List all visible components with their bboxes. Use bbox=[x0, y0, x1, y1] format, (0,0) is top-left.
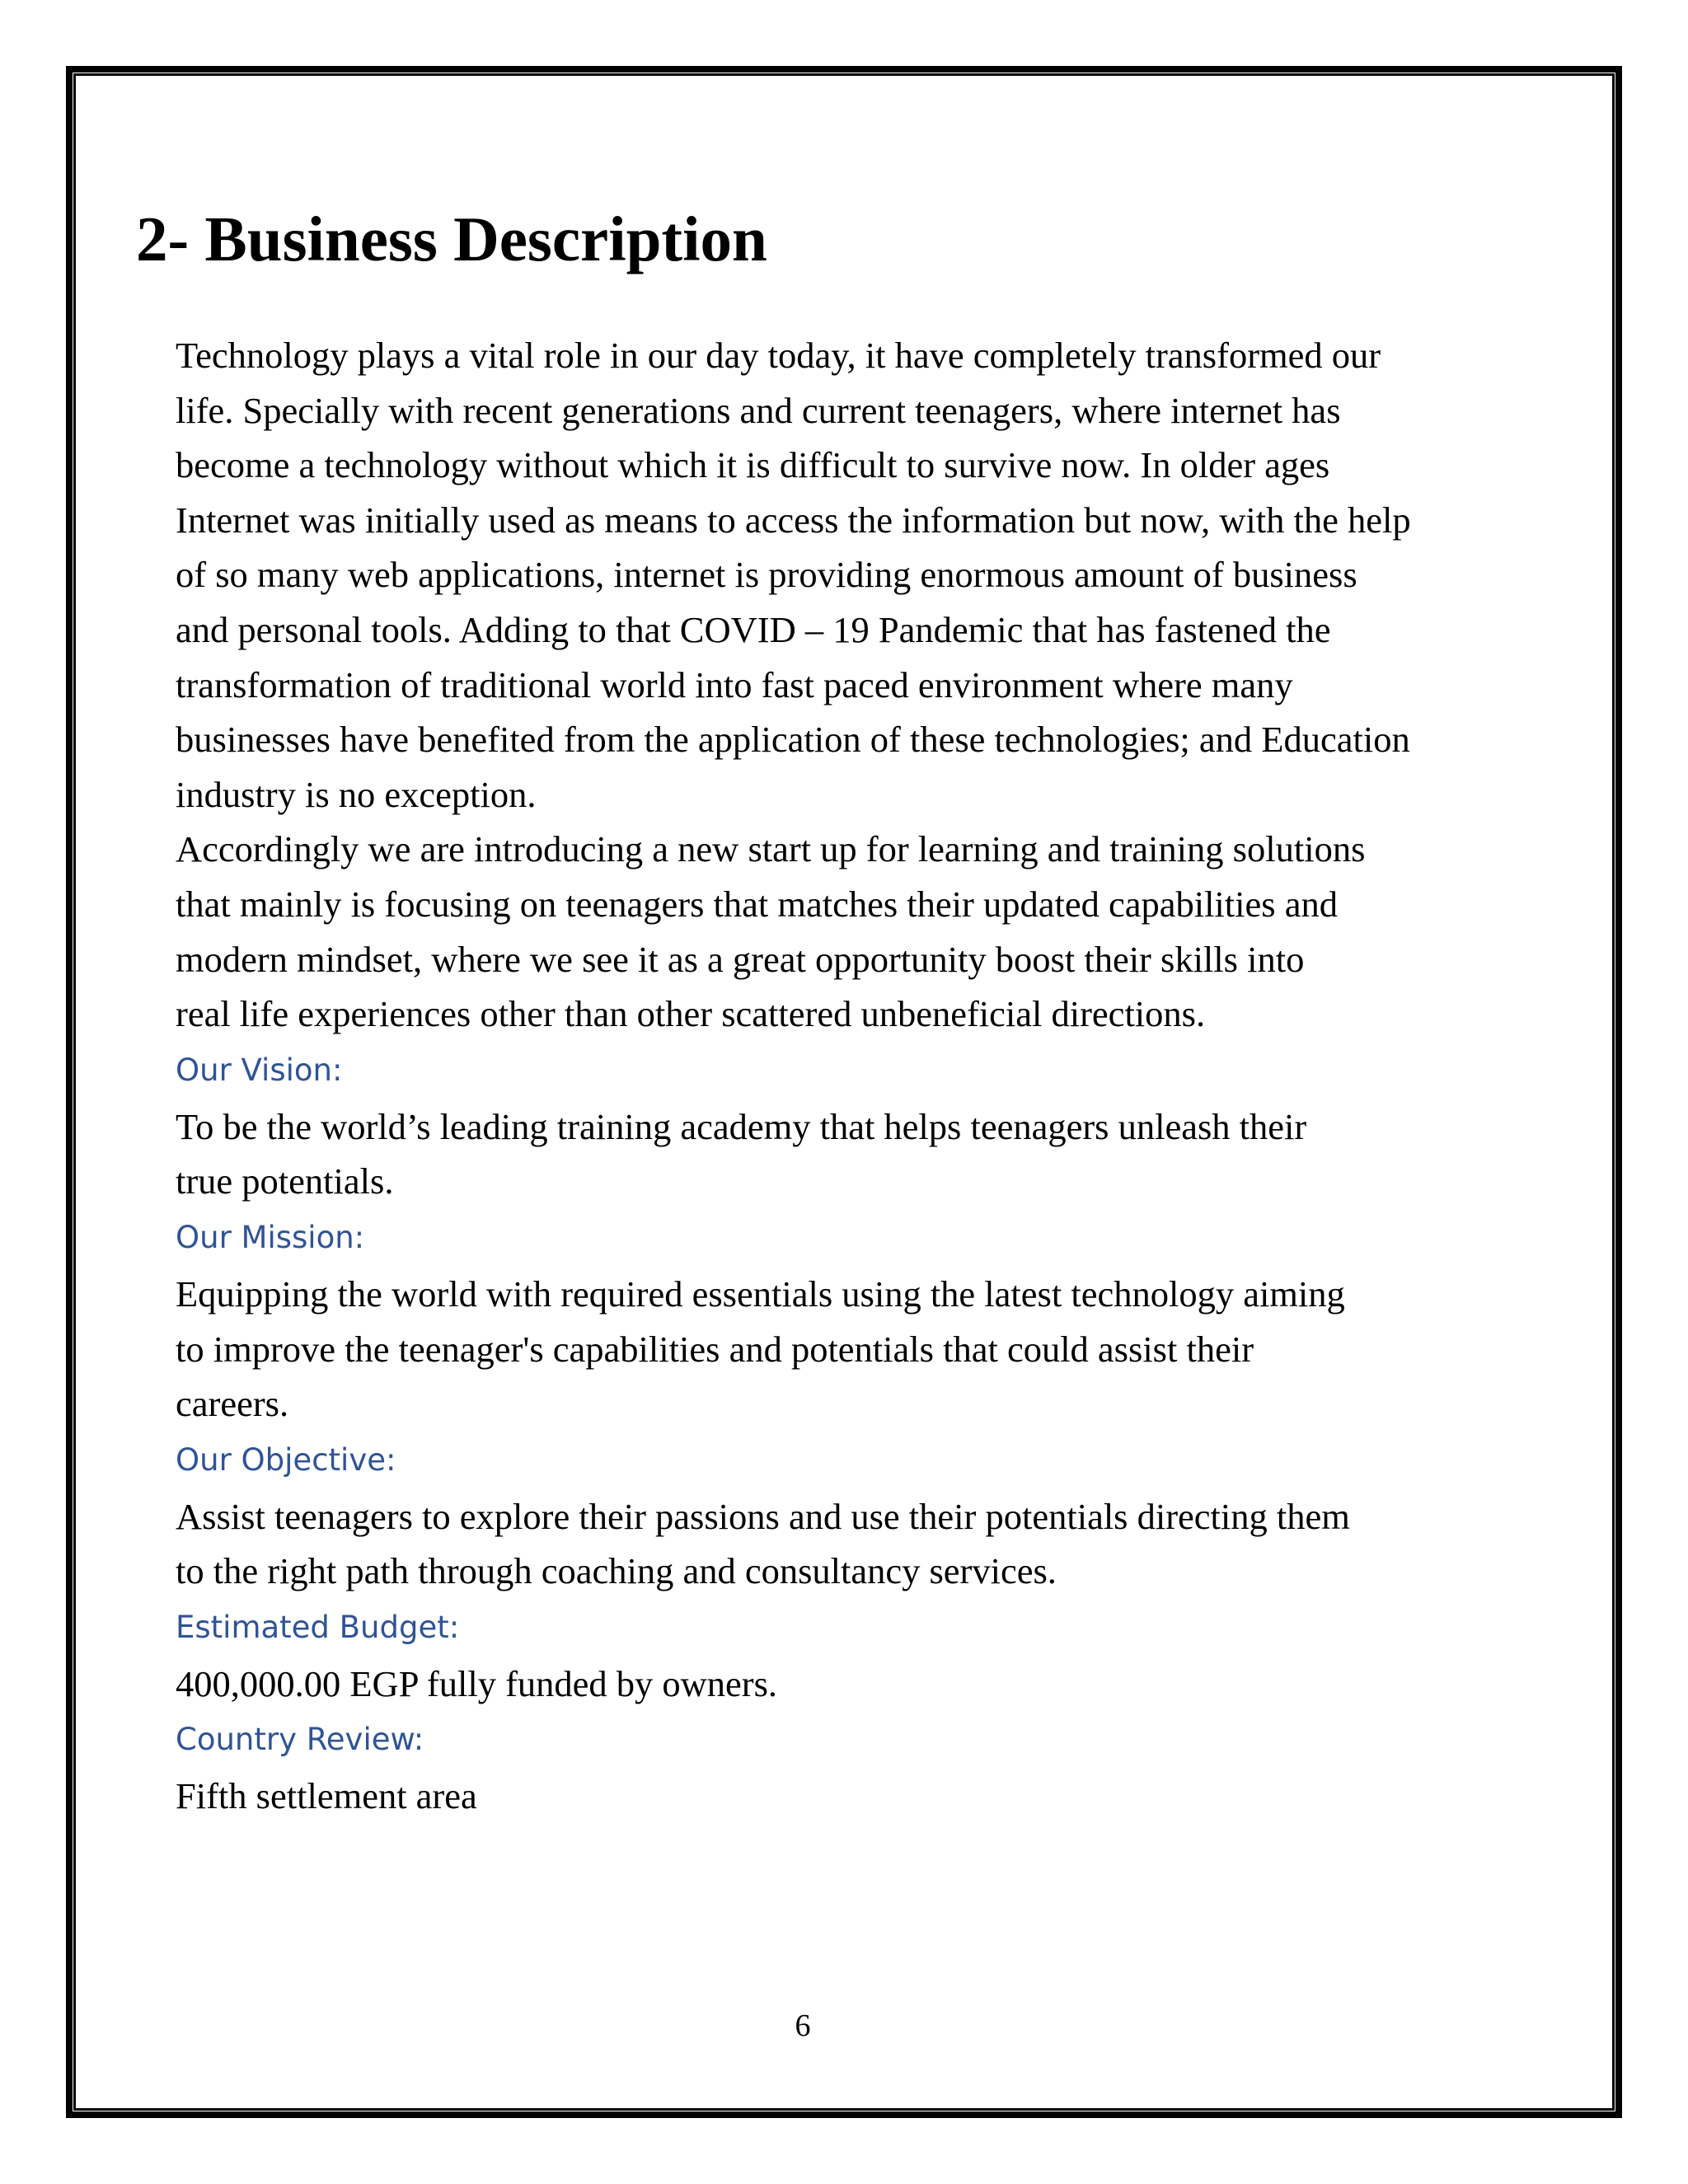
text-line: and personal tools. Adding to that COVID – 19 Pandemic that has fastened the bbox=[176, 608, 1331, 650]
text-line: Fifth settlement area bbox=[176, 1775, 477, 1817]
text-line: that mainly is focusing on teenagers that matches their updated capabilities and bbox=[176, 883, 1338, 925]
vision-paragraph bbox=[176, 1099, 1527, 1209]
text-line: to improve the teenager's capabilities and potentials that could assist their bbox=[176, 1328, 1254, 1370]
text-line: modern mindset, where we see it as a great opportunity boost their skills into bbox=[176, 938, 1305, 980]
objective-heading: Our Objective: bbox=[176, 1441, 396, 1478]
intro-paragraph bbox=[176, 328, 1527, 1042]
country-review-paragraph bbox=[176, 1769, 1527, 1824]
text-line: Technology plays a vital role in our day today, it have completely transformed our bbox=[176, 335, 1381, 376]
text-line: To be the world’s leading training academy that helps teenagers unleash their bbox=[176, 1105, 1307, 1147]
text-line: to the right path through coaching and consultancy services. bbox=[176, 1550, 1057, 1592]
document-body bbox=[176, 328, 1527, 1824]
text-line: life. Specially with recent generations and current teenagers, where internet has bbox=[176, 389, 1341, 431]
text-line: Equipping the world with required essentials using the latest technology aiming bbox=[176, 1272, 1345, 1315]
text-line: true potentials. bbox=[176, 1160, 394, 1202]
text-line: careers. bbox=[176, 1383, 289, 1425]
mission-heading: Our Mission: bbox=[176, 1219, 365, 1255]
text-line: real life experiences other than other scattered unbeneficial directions. bbox=[176, 993, 1206, 1035]
country-review-heading: Country Review: bbox=[176, 1722, 424, 1758]
objective-paragraph bbox=[176, 1489, 1527, 1599]
text-line: Assist teenagers to explore their passions and use their potentials directing them bbox=[176, 1495, 1350, 1537]
text-line: businesses have benefited from the application of these technologies; and Education bbox=[176, 719, 1410, 761]
budget-paragraph bbox=[176, 1657, 1527, 1712]
text-line: become a technology without which it is difficult to survive now. In older ages bbox=[176, 444, 1330, 486]
mission-paragraph bbox=[176, 1267, 1527, 1432]
page-title: 2- Business Description bbox=[136, 204, 767, 274]
text-line: Accordingly we are introducing a new start up for learning and training solutions bbox=[176, 828, 1366, 870]
budget-heading: Estimated Budget: bbox=[176, 1609, 460, 1645]
text-line: of so many web applications, internet is providing enormous amount of business bbox=[176, 554, 1357, 596]
text-line: 400,000.00 EGP fully funded by owners. bbox=[176, 1662, 778, 1704]
page-number: 6 bbox=[795, 2008, 811, 2043]
text-line: transformation of traditional world into fast paced environment where many bbox=[176, 663, 1293, 705]
text-line: Internet was initially used as means to access the information but now, with the help bbox=[176, 499, 1411, 541]
vision-heading: Our Vision: bbox=[176, 1052, 343, 1088]
text-line: industry is no exception. bbox=[176, 773, 537, 815]
